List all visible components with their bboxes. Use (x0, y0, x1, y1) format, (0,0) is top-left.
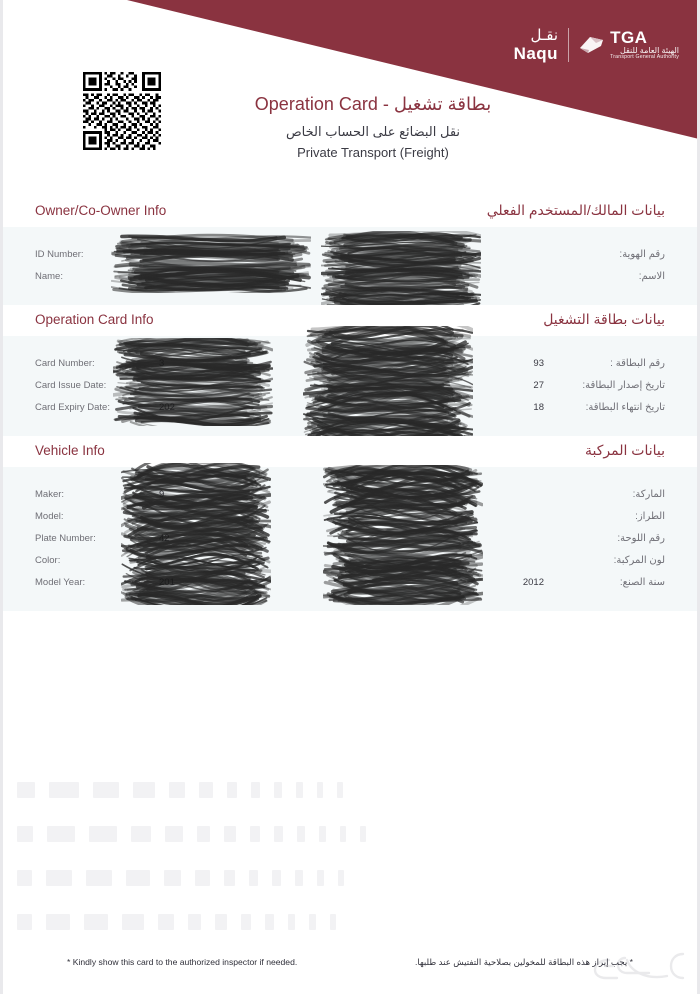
field-value-english: 3 (159, 357, 165, 369)
field-row (35, 571, 665, 593)
field-row (35, 265, 665, 287)
field-label-english: Model Year: (35, 576, 86, 588)
field-row (35, 527, 665, 549)
ghost-row (3, 782, 697, 798)
field-label-english: Card Issue Date: (35, 379, 107, 391)
tga-emblem-icon (579, 34, 605, 56)
field-value-english: 9 (159, 488, 165, 500)
field-row (35, 374, 665, 396)
field-label-arabic: تاريخ إصدار البطاقة: (582, 379, 665, 391)
field-label-english: Maker: (35, 488, 65, 500)
ghost-row (3, 826, 697, 842)
naqu-logo-arabic: نقـل (530, 27, 559, 44)
field-value-english: 202 (159, 401, 175, 413)
subtitle-arabic: نقل البضائع على الحساب الخاص (285, 124, 461, 140)
field-label-english: Name: (35, 270, 63, 282)
field-row (35, 396, 665, 418)
field-value-arabic: 2012 (522, 576, 544, 588)
logo-divider (568, 28, 569, 62)
field-label-arabic: رقم البطاقة : (610, 357, 665, 369)
field-label-arabic: تاريخ انتهاء البطاقة: (585, 401, 665, 413)
field-row (35, 243, 665, 265)
ghost-row (3, 870, 697, 886)
tga-logo-text (610, 29, 679, 61)
tga-logo-fullname: Transport General Authority (610, 54, 679, 61)
field-row (35, 352, 665, 374)
footer-notes (3, 957, 697, 968)
document-title-block (3, 92, 700, 161)
field-value-english: 201 (159, 576, 175, 588)
section-heading-english: Operation Card Info (35, 312, 154, 327)
naqu-logo-english: Naqu (513, 44, 559, 63)
naqu-logo (514, 28, 559, 62)
field-label-arabic: الاسم: (638, 270, 665, 282)
footer-note-arabic: * يجب إبراز هذه البطاقة للمخولين بصلاحية التفتيش عند طلبها. (414, 957, 633, 967)
field-label-arabic: الطراز: (635, 510, 665, 522)
tga-logo-acronym: TGA (610, 28, 648, 48)
section-heading-english: Vehicle Info (35, 443, 105, 458)
footer-note-english: * Kindly show this card to the authorized inspector if needed. (67, 957, 298, 967)
ghost-row (3, 914, 697, 930)
field-row (35, 483, 665, 505)
section-owner (3, 196, 697, 305)
sections-container (3, 196, 697, 611)
field-label-arabic: رقم الهوية: (619, 248, 665, 260)
section-body-operation-card (3, 336, 697, 436)
field-value-arabic: 18 (533, 401, 544, 413)
field-label-english: Plate Number: (35, 532, 96, 544)
section-body-owner (3, 227, 697, 305)
section-heading-arabic: بيانات المالك/المستخدم الفعلي (486, 202, 665, 218)
tga-logo-arabic: الهيئة العامة للنقل (619, 46, 679, 55)
field-label-arabic: رقم اللوحة: (617, 532, 665, 544)
page-title: بطاقة تشغيل - Operation Card (254, 94, 492, 114)
field-label-english: Card Number: (35, 357, 95, 369)
section-body-vehicle (3, 467, 697, 611)
field-label-english: Color: (35, 554, 61, 566)
field-row (35, 549, 665, 571)
tga-logo (579, 29, 679, 61)
field-label-english: ID Number: (35, 248, 84, 260)
field-value-arabic: 27 (533, 379, 544, 391)
field-label-english: Card Expiry Date: (35, 401, 110, 413)
field-label-arabic: لون المركبة: (613, 554, 665, 566)
section-heading-english: Owner/Co-Owner Info (35, 203, 167, 218)
brand-logos (514, 28, 679, 62)
section-heading-operation-card (3, 305, 697, 336)
subtitle-english: Private Transport (Freight) (297, 144, 449, 160)
section-vehicle (3, 436, 697, 611)
field-label-english: Model: (35, 510, 64, 522)
background-ghost-rows (3, 782, 697, 932)
section-heading-arabic: بيانات المركبة (585, 442, 665, 458)
section-heading-arabic: بيانات بطاقة التشغيل (543, 311, 665, 327)
section-heading-vehicle (3, 436, 697, 467)
field-label-arabic: الماركة: (632, 488, 665, 500)
field-row (35, 505, 665, 527)
field-value-english: 42 (159, 532, 170, 544)
field-label-arabic: سنة الصنع: (619, 576, 665, 588)
field-value-arabic: 93 (533, 357, 544, 369)
section-operation-card (3, 305, 697, 436)
section-heading-owner (3, 196, 697, 227)
